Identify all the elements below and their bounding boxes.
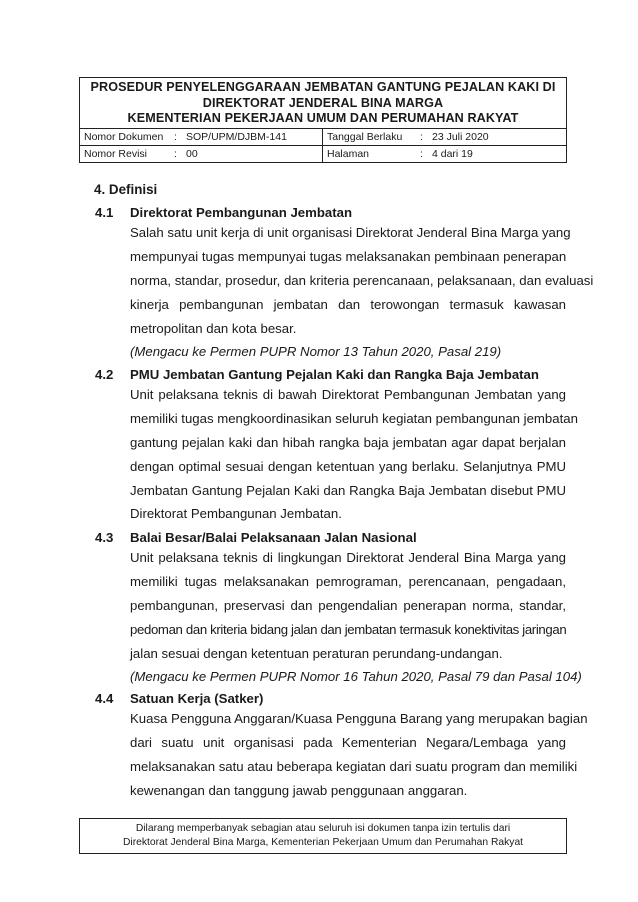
item-number: 4.2 [95,367,114,382]
footer-line-1: Dilarang memperbanyak sebagian atau seluruh isi dokumen tanpa izin tertulis dari [135,823,511,834]
colon: : [174,130,177,143]
paragraph-line: memiliki tugas melaksanakan pemrograman, perencanaan, pengadaan, [130,573,566,589]
tanggal-berlaku-label: Tanggal Berlaku [327,130,403,143]
header-title-line-2: DIREKTORAT JENDERAL BINA MARGA [202,95,444,110]
colon: : [420,130,423,143]
section-number: 4. [94,182,106,197]
item-paragraph [130,221,594,364]
footer-line-2: Direktorat Jenderal Bina Marga, Kementerian Pekerjaan Umum dan Perumahan Rakyat [122,837,524,848]
colon: : [420,147,423,160]
item-heading: Satuan Kerja (Satker) [130,691,264,706]
tanggal-berlaku-value: 23 Juli 2020 [432,130,489,143]
nomor-revisi-label: Nomor Revisi [84,147,148,160]
paragraph-line: mempunyai tugas mempunyai tugas melaksanakan pembinaan penerapan [130,248,567,264]
paragraph-line: kewenangan dan tanggung jawab penggunaan anggaran. [130,782,468,798]
item-paragraph [130,546,582,689]
paragraph-line: norma, standar, prosedur, dan kriteria perencanaan, pelaksanaan, dan evaluasi [130,272,594,288]
nomor-revisi-cell [80,146,323,162]
item-number: 4.3 [95,530,114,545]
section-heading [94,182,157,197]
nomor-dokumen-cell [80,129,323,145]
header-title-line-1: PROSEDUR PENYELENGGARAAN JEMBATAN GANTUNG PEJALAN KAKI DI [90,80,556,94]
paragraph-line: metropolitan dan kota besar. [130,320,297,336]
paragraph-line: pedoman dan kriteria bidang jalan dan jembatan termasuk konektivitas jaringan [130,621,567,637]
paragraph-line: Direktorat Pembangunan Jembatan. [130,506,342,522]
reference-line: (Mengacu ke Permen PUPR Nomor 16 Tahun 2020, Pasal 79 dan Pasal 104) [130,669,582,685]
paragraph-line: pembangunan, preservasi dan pengendalian penerapan norma, standar, [130,597,566,613]
paragraph-line: dari suatu unit organisasi pada Kementerian Negara/Lembaga yang [130,734,566,750]
item-paragraph [130,383,578,526]
item-number: 4.1 [95,205,114,220]
paragraph-line: Unit pelaksana teknis di bawah Direktorat Pembangunan Jembatan yang [130,387,566,402]
item-heading: Balai Besar/Balai Pelaksanaan Jalan Nasional [130,530,417,545]
paragraph-line: dengan optimal sesuai dengan ketentuan yang berlaku. Selanjutnya PMU [130,458,566,474]
nomor-dokumen-value: SOP/UPM/DJBM-141 [186,130,287,143]
paragraph-line: kinerja pembangunan jembatan dan terowongan termasuk kawasan [130,296,566,312]
halaman-label: Halaman [327,147,370,160]
paragraph-line: Jembatan Gantung Pejalan Kaki dan Rangka Baja Jembatan disebut PMU [130,482,566,498]
item-number: 4.4 [95,691,114,706]
paragraph-line: Unit pelaksana teknis di lingkungan Direktorat Jenderal Bina Marga yang [130,550,566,565]
paragraph-line: gantung pejalan kaki dan hibah rangka baja jembatan agar dapat berjalan [130,434,566,450]
meta-row-1 [80,128,566,145]
section-title: Definisi [108,182,158,197]
header-title [80,78,566,128]
meta-row-2 [80,145,566,162]
item-heading: Direktorat Pembangunan Jembatan [130,205,353,220]
colon: : [174,147,177,160]
halaman-cell [323,146,566,162]
paragraph-line: Kuasa Pengguna Anggaran/Kuasa Pengguna Barang yang merupakan bagian [130,711,588,726]
tanggal-berlaku-cell [323,129,566,145]
document-footer [79,818,567,854]
paragraph-line: melaksanakan satu atau beberapa kegiatan dari suatu program dan memiliki [130,758,578,774]
paragraph-line: memiliki tugas mengkoordinasikan seluruh kegiatan pembangunan jembatan [130,410,578,426]
header-title-line-3: KEMENTERIAN PEKERJAAN UMUM DAN PERUMAHAN RAKYAT [127,111,519,125]
halaman-value: 4 dari 19 [432,147,473,160]
reference-line: (Mengacu ke Permen PUPR Nomor 13 Tahun 2020, Pasal 219) [130,344,502,360]
paragraph-line: Salah satu unit kerja di unit organisasi Direktorat Jenderal Bina Marga yang [130,225,571,240]
nomor-dokumen-label: Nomor Dokumen [84,130,164,143]
item-paragraph [130,707,588,803]
nomor-revisi-value: 00 [186,147,198,160]
item-heading: PMU Jembatan Gantung Pejalan Kaki dan Rangka Baja Jembatan [130,367,539,382]
document-header [79,77,567,163]
paragraph-line: jalan sesuai dengan ketentuan peraturan perundang-undangan. [130,645,503,661]
